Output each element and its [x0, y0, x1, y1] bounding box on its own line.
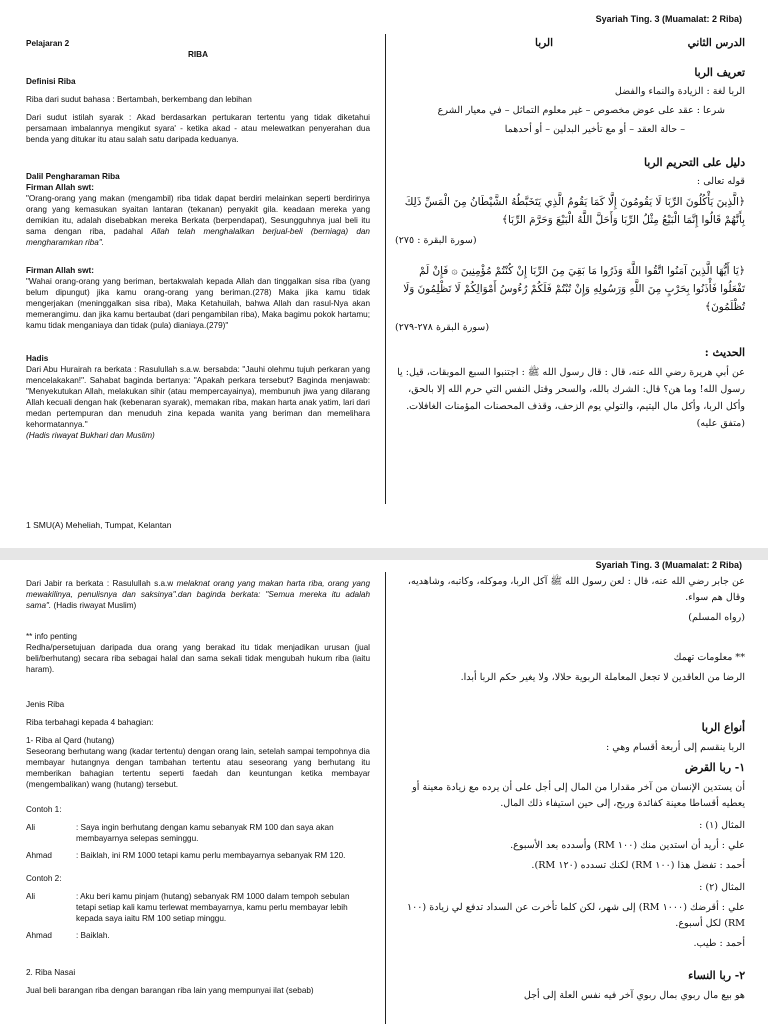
arabic-lesson-label: الدرس الثاني: [687, 37, 745, 49]
firman-text-1-body: "Orang-orang yang makan (mengambil) riba tidak dapat berdiri melainkan seperti berdirinya orang yang kemasukan syaitan lantaran (tekanan) penyakit gila. keadaan mereka yang demikian itu, adalah disebabkan mereka Berkata (berpendapat), Sesungguhnya jual beli itu sama dengan riba, padahal: [26, 194, 370, 236]
example-2-ali: [26, 891, 370, 924]
hadis-reference: (Hadis riwayat Bukhari dan Muslim): [26, 431, 155, 440]
arabic-example-2-ahmad: أحمد : طيب.: [693, 938, 745, 949]
quran-verse-275-ref: (سورة البقرة : ٢٧٥): [395, 235, 477, 246]
speaker-line: : Baiklah, ini RM 1000 tetapi kamu perlu membayarnya sebanyak RM 120.: [76, 851, 346, 860]
malay-column: [26, 38, 370, 441]
section-heading-dalil: Dalil Pengharaman Riba: [26, 172, 120, 181]
malay-column-2: [26, 578, 370, 1003]
nasai-heading: 2. Riba Nasai: [26, 968, 76, 977]
arabic-hadith-text: عن أبي هريرة رضي الله عنه، قال : قال رسول الله ﷺ : اجتنبوا السبع الموبقات، قيل: يا رسول الله! وما هن؟ قال: الشرك بالله، والسحر وقتل النفس التي حرم الله إلا بالحق، وأكل الربا، وأكل مال اليتيم، والتولي يوم الزحف، وقذف المحصنات المؤمنات الغافلات. (متفق عليه): [397, 367, 745, 429]
lesson-label: Pelajaran 2: [26, 39, 70, 48]
example-2-label: Contoh 2:: [26, 874, 62, 883]
arabic-column-2: [395, 574, 745, 1008]
arabic-jabir-hadith: عن جابر رضي الله عنه، قال : لعن رسول الله ﷺ آكل الربا، وموكله، وكاتبه، وشاهديه، وقال هم سواء.: [407, 576, 745, 603]
qard-text: Seseorang berhutang wang (kadar tertentu) dengan orang lain, setelah sampai tempohnya dia membayar hutangnya dengan tambahan tertentu atau seseorang yang berhutang itu memberikan bahagian tertentu seperti faedah dan keuntungan ketika membayar (mengembalikan) wang (hutang) tersebut.: [26, 747, 370, 789]
arabic-example-2-ali: علي : أقرضك (١٠٠٠ RM) إلى شهر، لكن كلما تأخرت عن السداد تدفع لي زيادة (١٠٠ RM) لكل أسبوع.: [406, 902, 745, 929]
jabir-hadis-ref: (Hadis riwayat Muslim): [51, 601, 137, 610]
arabic-info-heading: ** معلومات تهمك: [673, 652, 745, 663]
speaker-name: Ahmad: [26, 851, 52, 860]
arabic-example-1-ahmad: أحمد : تفضل هذا (١٠٠ RM) لكنك تسدده (١٢٠ RM).: [531, 860, 745, 871]
example-1-label: Contoh 1:: [26, 805, 62, 814]
quran-verse-278-279: ﴿يَا أَيُّهَا الَّذِينَ آمَنُوا اتَّقُوا اللَّهَ وَذَرُوا مَا بَقِيَ مِنَ الرِّبَا إِنْ كُنْتُمْ مُؤْمِنِينَ ۞ فَإِنْ لَمْ تَفْعَلُوا فَأْذَنُوا بِحَرْبٍ مِنَ اللَّهِ وَرَسُولِهِ وَإِنْ تُبْتُمْ فَلَكُمْ رُءُوسُ أَمْوَالِكُمْ لَا تَظْلِمُونَ وَلَا تُظْلَمُونَ﴾: [403, 265, 745, 313]
page-footer: 1 SMU(A) Meheliah, Tumpat, Kelantan: [26, 520, 172, 530]
page-header: Syariah Ting. 3 (Muamalat: 2 Riba): [595, 14, 742, 24]
page-2: [0, 560, 768, 1024]
arabic-title-row: [395, 36, 745, 51]
qard-heading: 1- Riba al Qard (hutang): [26, 736, 115, 745]
speaker-name: Ahmad: [26, 931, 52, 940]
info-text: Redha/persetujuan daripada dua orang yang berakad itu tidak menjadikan urusan (jual beli/berhutang) secara riba sebagai halal dan sama sekali tidak mengubah hukum riba (iaitu haram).: [26, 643, 370, 674]
page-title: RIBA: [187, 50, 208, 59]
speaker-name: Ali: [26, 823, 36, 832]
speaker-line: : Baiklah.: [76, 931, 110, 940]
definition-bahasa: Riba dari sudut bahasa : Bertambah, berkembang dan lebihan: [26, 95, 252, 104]
arabic-info-text: الرضا من العاقدين لا تجعل المعاملة الربوية حلالا، ولا يغير حكم الربا أبدا.: [460, 672, 745, 683]
speaker-line: : Saya ingin berhutang dengan kamu sebanyak RM 100 dan saya akan membayarnya selepas seminggu.: [76, 823, 334, 843]
example-1-ahmad: [26, 850, 370, 861]
arabic-shar-2: – حالة العقد – أو مع تأخير البدلين – أو أحدهما: [504, 124, 685, 135]
arabic-types-intro: الربا ينقسم إلى أربعة أقسام وهي :: [605, 742, 745, 753]
section-heading-definisi: Definisi Riba: [26, 77, 76, 86]
nasai-text: Jual beli barangan riba dengan barangan riba lain yang mempunyai ilat (sebab): [26, 986, 314, 995]
jenis-intro: Riba terbahagi kepada 4 bahagian:: [26, 718, 154, 727]
arabic-nasai-text: هو بيع مال ربوي بمال ربوي آخر فيه نفس العلة إلى أجل: [523, 990, 745, 1001]
column-divider: [385, 34, 386, 504]
section-heading-jenis: Jenis Riba: [26, 700, 65, 709]
speaker-name: Ali: [26, 892, 36, 901]
arabic-heading-hadith: الحديث :: [704, 346, 745, 359]
jabir-hadis-italic: melaknat orang yang makan harta riba, orang yang mewakilinya, penulisnya dan saksinya".dan baginda berkata: "Semua mereka itu adalah sama".: [26, 579, 370, 610]
arabic-example-1-label: المثال (١) :: [699, 820, 745, 831]
arabic-qawl: قوله تعالى :: [696, 176, 745, 187]
arabic-nasai-heading: ٢- ربا النساء: [688, 969, 745, 982]
section-heading-hadis: Hadis: [26, 354, 49, 363]
info-heading: ** info penting: [26, 632, 77, 641]
firman-label-2: Firman Allah swt:: [26, 266, 94, 275]
jabir-hadis-intro: Dari Jabir ra berkata : Rasulullah s.a.w: [26, 579, 177, 588]
arabic-example-1-ali: علي : أريد أن استدين منك (١٠٠ RM) وأسدده بعد الأسبوع.: [510, 840, 745, 851]
firman-text-1: [26, 193, 370, 248]
arabic-shar-1: شرعا : عقد على عوض مخصوص – غير معلوم التماثل – في معيار الشرع: [437, 105, 725, 116]
firman-text-1-italic: Allah telah menghalalkan berjual-beli (berniaga) dan mengharamkan riba".: [26, 227, 370, 247]
arabic-heading-definition: تعريف الربا: [694, 66, 745, 79]
speaker-line: : Aku beri kamu pinjam (hutang) sebanyak RM 1000 dalam tempoh sebulan tetapi setiap kali kamu terlewat membayarnya, kamu perlu membayar lebih kepada saya iaitu RM 100 setiap minggu.: [76, 892, 350, 923]
arabic-jabir-ref: (رواه المسلم): [688, 612, 745, 623]
arabic-qard-text: أن يستدين الإنسان من آخر مقدارا من المال إلى أجل على أن يرده مع زيادة معينة أو يعطيه أقساطا معينة كفائدة وربح، إلى حين استيفاء ذلك المال.: [412, 782, 745, 809]
example-1-ali: [26, 822, 370, 844]
arabic-heading-types: أنواع الربا: [701, 721, 745, 734]
firman-label-1: Firman Allah swt:: [26, 183, 94, 192]
arabic-qard-heading: ١- ربا القرض: [684, 761, 745, 774]
hadis-text: Dari Abu Hurairah ra berkata : Rasulullah s.a.w. bersabda: "Jauhi olehmu tujuh perkaran yang mencelakakan!". Sahabat baginda bertanya: "Apakah perkara tersebut? Baginda menjawab: "Menyekutukan Allah, melakukan sihir (atau mempercayainya), membunuh jiwa yang dilarang Allah kecuali dengan hak (kebenaran syarak), memakan riba, makan harta anak yatim, lari dari medan pertempuran dan menuduh zina kepada wanita yang beriman dan memelihara kehormatannya.": [26, 365, 370, 429]
page-header-2: Syariah Ting. 3 (Muamalat: 2 Riba): [595, 560, 742, 570]
arabic-heading-dalil: دليل على التحريم الربا: [643, 156, 745, 169]
column-divider-2: [385, 572, 386, 1024]
quran-verse-278-279-ref: (سورة البقرة ٢٧٨-٢٧٩): [395, 322, 490, 333]
arabic-lugha: الربا لغة : الزيادة والنماء والفضل: [614, 86, 745, 97]
firman-text-2: "Wahai orang-orang yang beriman, bertakwalah kepada Allah dan tinggalkan sisa riba (yang belum dipungut) jika kamu orang-orang yang beriman.(278) Maka jika kamu tidak mengerjakan (meninggalkan sisa riba), Maka Ketahuilah, bahwa Allah dan rasul-Nya akan memerangimu. dan jika kamu bertaubat (dari pengambilan riba), Maka bagimu pokok hartamu; kamu tidak menganiaya dan tidak (pula) dianiaya.(279)": [26, 277, 370, 330]
jabir-hadis: [26, 578, 370, 611]
example-2-ahmad: [26, 930, 370, 941]
quran-verse-275: ﴿الَّذِينَ يَأْكُلُونَ الرِّبَا لَا يَقُومُونَ إِلَّا كَمَا يَقُومُ الَّذِي يَتَخَبَّطُهُ الشَّيْطَانُ مِنَ الْمَسِّ ذَلِكَ بِأَنَّهُمْ قَالُوا إِنَّمَا الْبَيْعُ مِثْلُ الرِّبَا وَأَحَلَّ اللَّهُ الْبَيْعَ وَحَرَّمَ الرِّبَا﴾: [404, 196, 745, 226]
definition-syarak: Dari sudut istilah syarak : Akad berdasarkan pertukaran tertentu yang tidak diketahui persamaan imbalannya mengikut syara' - ketika akad - atau melewatkan penyerahan dua benda yang ditukar itu atau salah satu daripada keduanya.: [26, 113, 370, 144]
arabic-column: [395, 36, 745, 436]
arabic-page-title: الربا: [535, 37, 554, 49]
arabic-example-2-label: المثال (٢) :: [699, 882, 745, 893]
